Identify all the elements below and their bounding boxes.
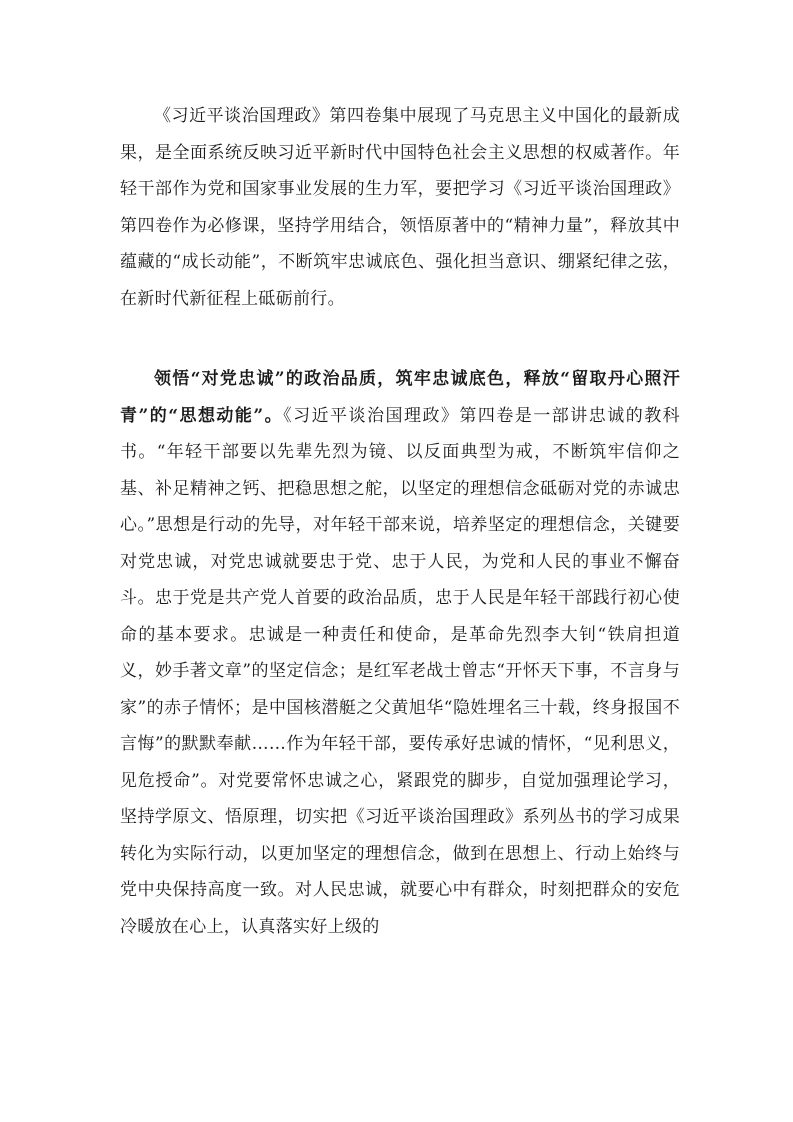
paragraph-container: [120, 361, 680, 945]
paragraph-body: 《习近平谈治国理政》第四卷集中展现了马克思主义中国化的最新成果，是全面系统反映习近平新时代中国特色社会主义思想的权威著作。年轻干部作为党和国家事业发展的生力军，要把学习《习近平谈治国理政》第四卷作为必修课，坚持学用结合，领悟原著中的“精神力量”，释放其中蕴藏的“成长动能”，不断筑牢忠诚底色、强化担当意识、绷紧纪律之弦，在新时代新征程上砥砺前行。: [120, 106, 680, 309]
paragraph-body: 《习近平谈治国理政》第四卷是一部讲忠诚的教科书。“年轻干部要以先辈先烈为镜、以反面典型为戒，不断筑牢信仰之基、补足精神之钙、把稳思想之舵，以坚定的理想信念砥砺对党的赤诚忠心。”思想是行动的先导，对年轻干部来说，培养坚定的理想信念，关键要对党忠诚，对党忠诚就要忠于党、忠于人民，为党和人民的事业不懈奋斗。忠于党是共产党人首要的政治品质，忠于人民是年轻干部践行初心使命的基本要求。忠诚是一种责任和使命，是革命先烈李大钊“铁肩担道义，妙手著文章”的坚定信念；是红军老战士曾志“开怀天下事，不言身与家”的赤子情怀；是中国核潜艇之父黄旭华“隐姓埋名三十载，终身报国不言悔”的默默奉献……作为年轻干部，要传承好忠诚的情怀，“见利思义，见危授命”。对党要常怀忠诚之心，紧跟党的脚步，自觉加强理论学习，坚持学原文、悟原理，切实把《习近平谈治国理政》系列丛书的学习成果转化为实际行动，以更加坚定的理想信念，做到在思想上、行动上始终与党中央保持高度一致。对人民忠诚，就要心中有群众，时刻把群众的安危冷暖放在心上，认真落实好上级的: [120, 405, 680, 937]
section-heading-inline: 领悟“对党忠诚”的政治品质，筑牢忠诚底色，释放“留取丹心照汗青”的“思想动能”。: [120, 369, 680, 426]
intro-paragraph: [120, 98, 680, 317]
section-paragraph: [120, 361, 680, 945]
